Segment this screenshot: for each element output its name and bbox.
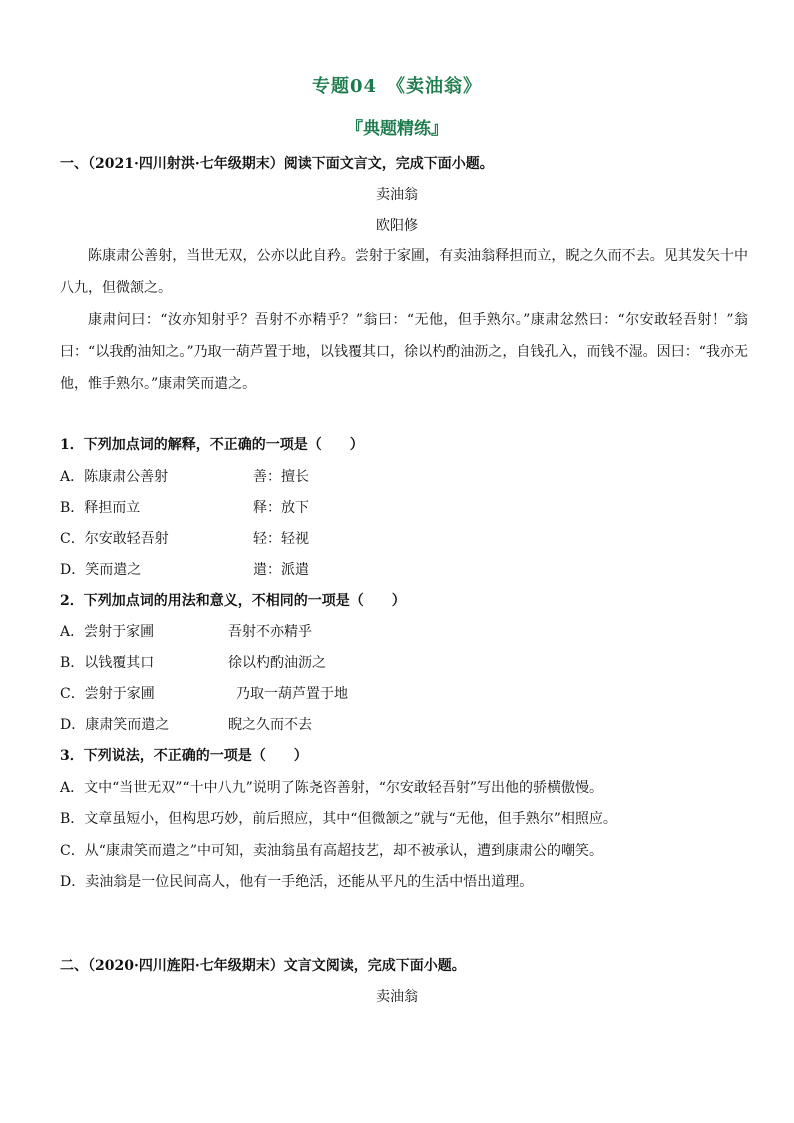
option-gloss: 善：擅长 — [253, 469, 309, 485]
question-1-stem: 1．下列加点词的解释，不正确的一项是（ ） — [60, 437, 364, 453]
passage-paragraph: 康肃问曰：“汝亦知射乎？吾射不亦精乎？”翁曰：“无他，但手熟尔。”康肃忿然曰：“尔安敢轻吾射！”翁曰：“以我酌油知之。”乃取一葫芦置于地，以钱覆其口，徐以杓酌油沥之，自钱孔入，而钱不湿。因曰：“我亦无他，惟手熟尔。”康肃笑而遣之。 — [60, 312, 749, 392]
question-1-option — [60, 497, 309, 517]
section-1-heading: 一、（2021·四川射洪·七年级期末）阅读下面文言文，完成下面小题。 — [60, 156, 494, 172]
question-1-option — [60, 466, 309, 486]
passage-title: 卖油翁 — [376, 989, 418, 1005]
question-3-option: A．文中“当世无双”“十中八九”说明了陈尧咨善射，“尔安敢轻吾射”写出他的骄横傲慢。 — [60, 780, 604, 796]
option-compare: 睨之久而不去 — [228, 717, 312, 733]
passage-title: 卖油翁 — [376, 187, 418, 203]
passage-author: 欧阳修 — [376, 218, 418, 234]
question-3-option: C．从“康肃笑而遣之”中可知，卖油翁虽有高超技艺，却不被承认，遭到康肃公的嘲笑。 — [60, 843, 604, 859]
question-2-stem: 2．下列加点词的用法和意义，不相同的一项是（ ） — [60, 593, 406, 609]
option-text: B．释担而立 — [60, 500, 141, 516]
question-3-stem: 3．下列说法，不正确的一项是（ ） — [60, 748, 308, 764]
option-text: D．康肃笑而遣之 — [60, 717, 170, 733]
question-3-option: D．卖油翁是一位民间高人，他有一手绝活，还能从平凡的生活中悟出道理。 — [60, 874, 534, 890]
option-text: A．尝射于家圃 — [60, 624, 155, 640]
question-3-option: B．文章虽短小，但构思巧妙，前后照应，其中“但微颔之”就与“无他，但手熟尔”相照应。 — [60, 811, 617, 827]
passage-paragraph: 陈康肃公善射，当世无双，公亦以此自矜。尝射于家圃，有卖油翁释担而立，睨之久而不去。见其发矢十中八九，但微颔之。 — [60, 248, 748, 296]
question-2-option — [60, 652, 326, 672]
option-compare: 吾射不亦精乎 — [228, 624, 312, 640]
option-text: B．以钱覆其口 — [60, 655, 155, 671]
question-1-option — [60, 528, 309, 548]
section-2-heading: 二、（2020·四川旌阳·七年级期末）文言文阅读，完成下面小题。 — [60, 958, 466, 974]
page-subtitle: 『典题精练』 — [346, 119, 448, 139]
option-compare: 乃取一葫芦置于地 — [236, 686, 348, 702]
page-title: 专题04 《卖油翁》 — [311, 76, 483, 97]
option-gloss: 轻：轻视 — [253, 531, 309, 547]
option-compare: 徐以杓酌油沥之 — [228, 655, 326, 671]
question-1-option — [60, 559, 309, 579]
question-2-option — [60, 683, 348, 703]
question-2-option — [60, 621, 312, 641]
option-gloss: 遣：派遣 — [253, 562, 309, 578]
option-text: C．尝射于家圃 — [60, 686, 155, 702]
option-gloss: 释：放下 — [253, 500, 309, 516]
option-text: D．笑而遣之 — [60, 562, 142, 578]
option-text: C．尔安敢轻吾射 — [60, 531, 169, 547]
option-text: A．陈康肃公善射 — [60, 469, 169, 485]
question-2-option — [60, 714, 312, 734]
